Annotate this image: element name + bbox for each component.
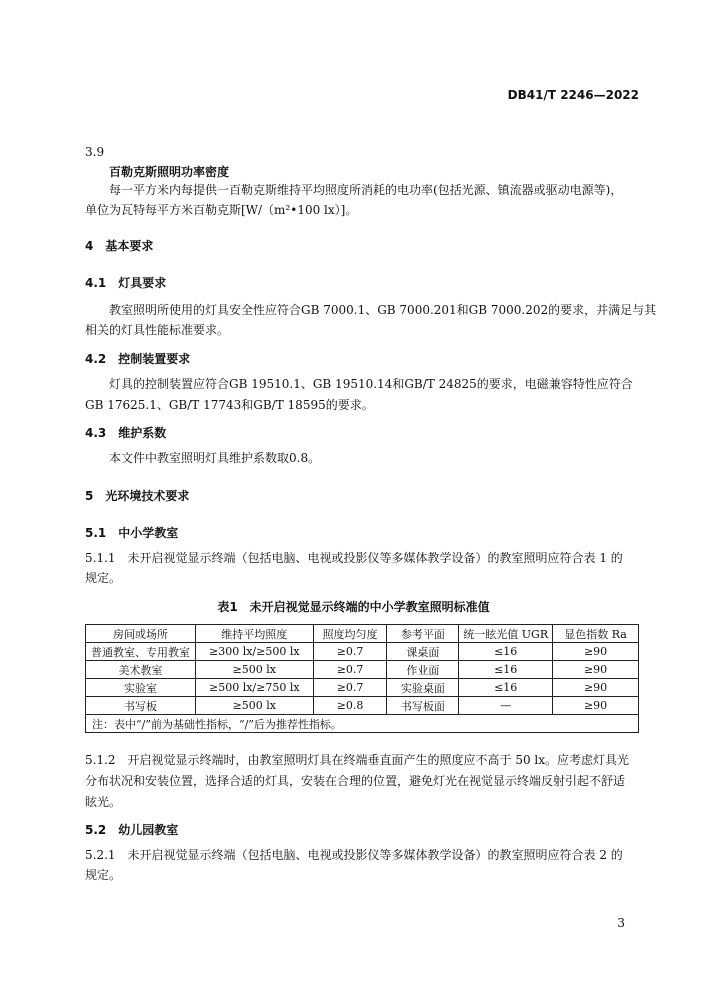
section-5-1-1-line2: 规定。 [85, 571, 122, 585]
table-row [86, 679, 639, 697]
table-cell: ≥90 [553, 679, 639, 697]
section-5-1-2-line2: 分布状况和安装位置，选择合适的灯具，安装在合理的位置，避免灯光在视觉显示终端反射引起不舒适 [85, 774, 626, 788]
section-5-2-1-line1: 5.2.1 未开启视觉显示终端（包括电脑、电视或投影仪等多媒体教学设备）的教室照明应符合表 2 的 [85, 848, 623, 862]
section-3-9-def-line2: 单位为瓦特每平方米百勒克斯[W/（m²•100 lx）]。 [85, 203, 358, 217]
section-4-3-line1: 本文件中教室照明灯具维护系数取0.8。 [109, 451, 321, 465]
table1-header-cell: 房间或场所 [86, 625, 196, 643]
section-5-1-title: 5.1 中小学教室 [85, 526, 179, 540]
section-5-title: 5 光环境技术要求 [85, 489, 190, 503]
section-3-9-term: 百勒克斯照明功率密度 [109, 165, 230, 179]
table-cell: ≥0.7 [313, 643, 387, 661]
section-4-1-title: 4.1 灯具要求 [85, 276, 167, 290]
section-4-2-title: 4.2 控制装置要求 [85, 352, 191, 366]
table-cell: — [459, 697, 553, 715]
section-4-2-line2: GB 17625.1、GB/T 17743和GB/T 18595的要求。 [85, 398, 374, 412]
section-5-2-title: 5.2 幼儿园教室 [85, 823, 179, 837]
section-4-1-line1: 教室照明所使用的灯具安全性应符合GB 7000.1、GB 7000.201和GB 7000.202的要求，并满足与其 [109, 303, 657, 317]
table-cell: 实验桌面 [387, 679, 459, 697]
table-cell: ≤16 [459, 679, 553, 697]
section-4-2-line1: 灯具的控制装置应符合GB 19510.1、GB 19510.14和GB/T 24825的要求，电磁兼容特性应符合 [109, 377, 633, 391]
table1-note: 注：表中“/”前为基础性指标，“/”后为推荐性指标。 [86, 715, 639, 733]
table-cell: ≥0.7 [313, 679, 387, 697]
table-cell: 普通教室、专用教室 [86, 643, 196, 661]
table1-header-cell: 参考平面 [387, 625, 459, 643]
table-cell: ≥90 [553, 643, 639, 661]
table-cell: 书写板面 [387, 697, 459, 715]
table1-header-cell: 照度均匀度 [313, 625, 387, 643]
table-cell: 实验室 [86, 679, 196, 697]
table1-header-row [86, 625, 639, 643]
table-cell: 作业面 [387, 661, 459, 679]
table-cell: ≤16 [459, 643, 553, 661]
table1-header-cell: 维持平均照度 [195, 625, 313, 643]
table-cell: ≥0.7 [313, 661, 387, 679]
section-4-title: 4 基本要求 [85, 239, 154, 253]
table-cell: ≥500 lx [195, 661, 313, 679]
table-cell: 课桌面 [387, 643, 459, 661]
section-5-1-1-line1: 5.1.1 未开启视觉显示终端（包括电脑、电视或投影仪等多媒体教学设备）的教室照明应符合表 1 的 [85, 551, 623, 565]
table-cell: ≤16 [459, 661, 553, 679]
table-cell: ≥500 lx/≥750 lx [195, 679, 313, 697]
doc-code-header: DB41/T 2246—2022 [507, 88, 639, 102]
table1-note-row [86, 715, 639, 733]
table1 [85, 624, 639, 733]
table-cell: ≥90 [553, 661, 639, 679]
section-4-1-line2: 相关的灯具性能标准要求。 [85, 323, 230, 337]
table-cell: ≥500 lx [195, 697, 313, 715]
section-5-2-1-line2: 规定。 [85, 868, 122, 882]
table1-header-cell: 显色指数 Ra [553, 625, 639, 643]
page-number: 3 [617, 916, 625, 930]
table-row [86, 661, 639, 679]
table-cell: ≥90 [553, 697, 639, 715]
table-cell: 美术教室 [86, 661, 196, 679]
table1-caption: 表1 未开启视觉显示终端的中小学教室照明标准值 [217, 600, 490, 614]
section-5-1-2-line3: 眩光。 [85, 795, 122, 809]
table-cell: ≥300 lx/≥500 lx [195, 643, 313, 661]
table1-header-cell: 统一眩光值 UGR [459, 625, 553, 643]
table-cell: 书写板 [86, 697, 196, 715]
table-row [86, 643, 639, 661]
table-row [86, 697, 639, 715]
section-5-1-2-line1: 5.1.2 开启视觉显示终端时，由教室照明灯具在终端垂直面产生的照度应不高于 50 lx。应考虑灯具光 [85, 753, 630, 767]
section-3-9-def-line1: 每一平方米内每提供一百勒克斯维持平均照度所消耗的电功率(包括光源、镇流器或驱动电源等)， [109, 183, 623, 197]
section-4-3-title: 4.3 维护系数 [85, 426, 167, 440]
section-3-9-number: 3.9 [85, 145, 105, 159]
table-cell: ≥0.8 [313, 697, 387, 715]
